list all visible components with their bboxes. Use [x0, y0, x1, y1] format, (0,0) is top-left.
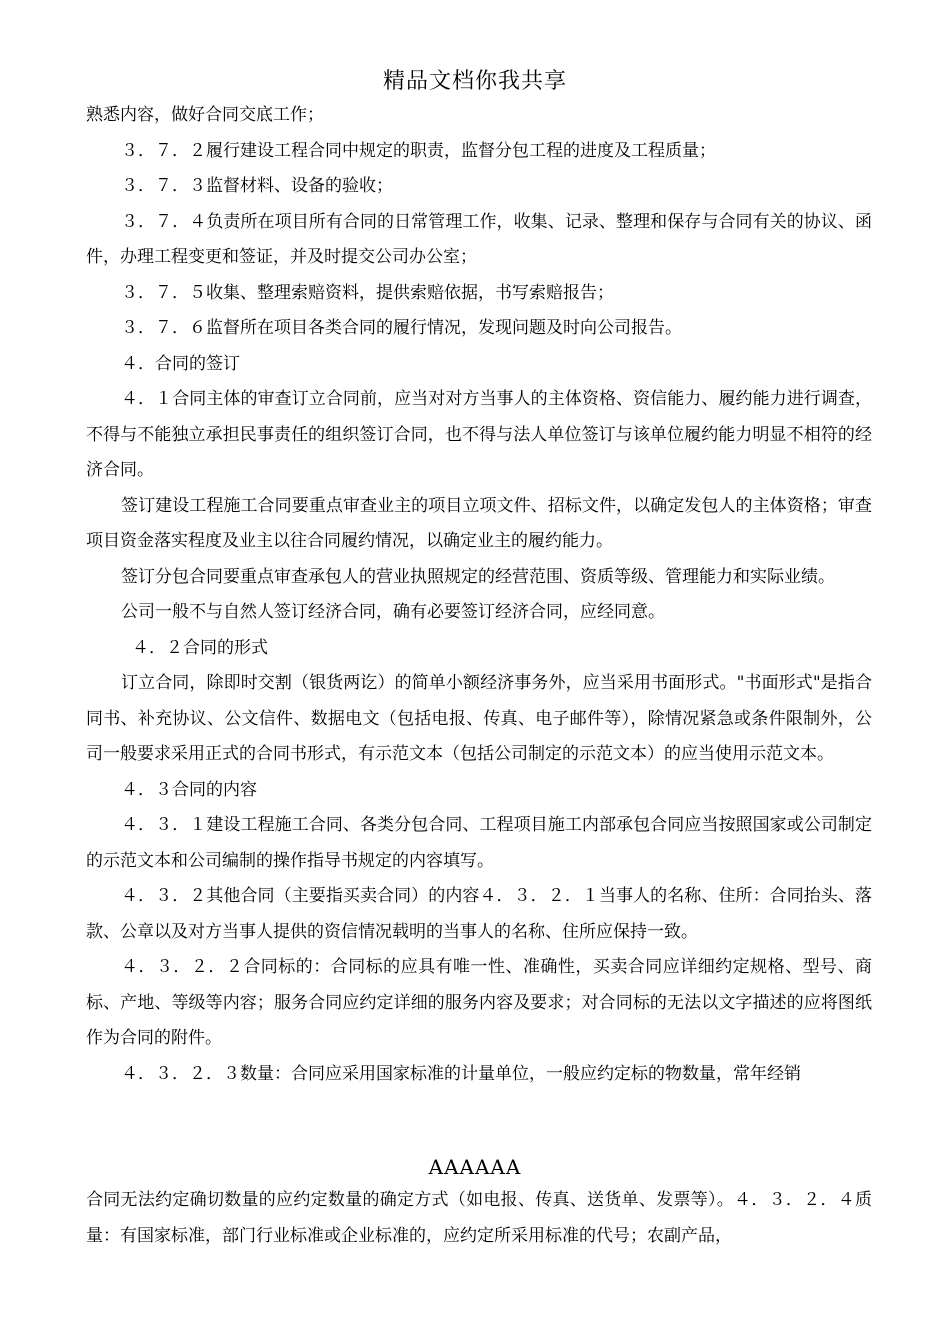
paragraph: ３．７．５收集、整理索赔资料，提供索赔依据，书写索赔报告； [121, 282, 614, 303]
page-footer [0, 1152, 950, 1182]
section-heading: ４．２合同的形式 [132, 637, 268, 658]
document-body-continued [86, 1183, 872, 1254]
paragraph: ４．３．２其他合同（主要指买卖合同）的内容４．３．２．１当事人的名称、住所：合同抬头、落款、公章以及对方当事人提供的资信情况载明的当事人的名称、住所应保持一致。 [86, 886, 872, 942]
header-title: 精品文档你我共享 [382, 69, 567, 94]
paragraph: ３．７．６监督所在项目各类合同的履行情况，发现问题及时向公司报告。 [121, 318, 682, 338]
paragraph: ３．７．４负责所在项目所有合同的日常管理工作，收集、记录、整理和保存与合同有关的协议、函件，办理工程变更和签证，并及时提交公司办公室； [86, 211, 872, 267]
page-header [0, 64, 950, 100]
paragraph: 熟悉内容，做好合同交底工作； [86, 105, 324, 125]
paragraph: ３．７．３监督材料、设备的验收； [121, 176, 393, 196]
paragraph: 签订建设工程施工合同要重点审查业主的项目立项文件、招标文件，以确定发包人的主体资格；审查项目资金落实程度及业主以往合同履约情况，以确定业主的履约能力。 [86, 495, 872, 551]
paragraph: 公司一般不与自然人签订经济合同，确有必要签订经济合同，应经同意。 [121, 602, 665, 622]
footer-text: AAAAAA [428, 1155, 522, 1179]
paragraph: ３．７．２履行建设工程合同中规定的职责，监督分包工程的进度及工程质量； [121, 140, 716, 161]
paragraph: 签订分包合同要重点审查承包人的营业执照规定的经营范围、资质等级、管理能力和实际业绩。 [121, 566, 835, 587]
document-body [86, 98, 872, 1092]
paragraph: 订立合同，除即时交割（银货两讫）的简单小额经济事务外，应当采用书面形式。"书面形式"是指合同书、补充协议、公文信件、数据电文（包括电报、传真、电子邮件等），除情况紧急或条件限制外，公司一般要求采用正式的合同书形式，有示范文本（包括公司制定的示范文本）的应当使用示范文本。 [86, 673, 872, 764]
paragraph: ４．３．１建设工程施工合同、各类分包合同、工程项目施工内部承包合同应当按照国家或公司制定的示范文本和公司编制的操作指导书规定的内容填写。 [86, 815, 872, 871]
section-heading: ４．合同的签订 [121, 353, 240, 374]
paragraph: ４．３．２．３数量：合同应采用国家标准的计量单位，一般应约定标的物数量，常年经销 [121, 1063, 801, 1084]
paragraph: ４．３．２．２合同标的：合同标的应具有唯一性、准确性，买卖合同应详细约定规格、型号、商标、产地、等级等内容；服务合同应约定详细的服务内容及要求；对合同标的无法以文字描述的应将图纸作为合同的附件。 [86, 957, 872, 1048]
paragraph: 合同无法约定确切数量的应约定数量的确定方式（如电报、传真、送货单、发票等）。４．３．２．４质量：有国家标准，部门行业标准或企业标准的，应约定所采用标准的代号；农副产品， [86, 1190, 872, 1246]
paragraph: ４．１合同主体的审查订立合同前，应当对对方当事人的主体资格、资信能力、履约能力进行调查，不得与不能独立承担民事责任的组织签订合同，也不得与法人单位签订与该单位履约能力明显不相符的经济合同。 [86, 389, 872, 480]
section-heading: ４．３合同的内容 [121, 779, 257, 800]
